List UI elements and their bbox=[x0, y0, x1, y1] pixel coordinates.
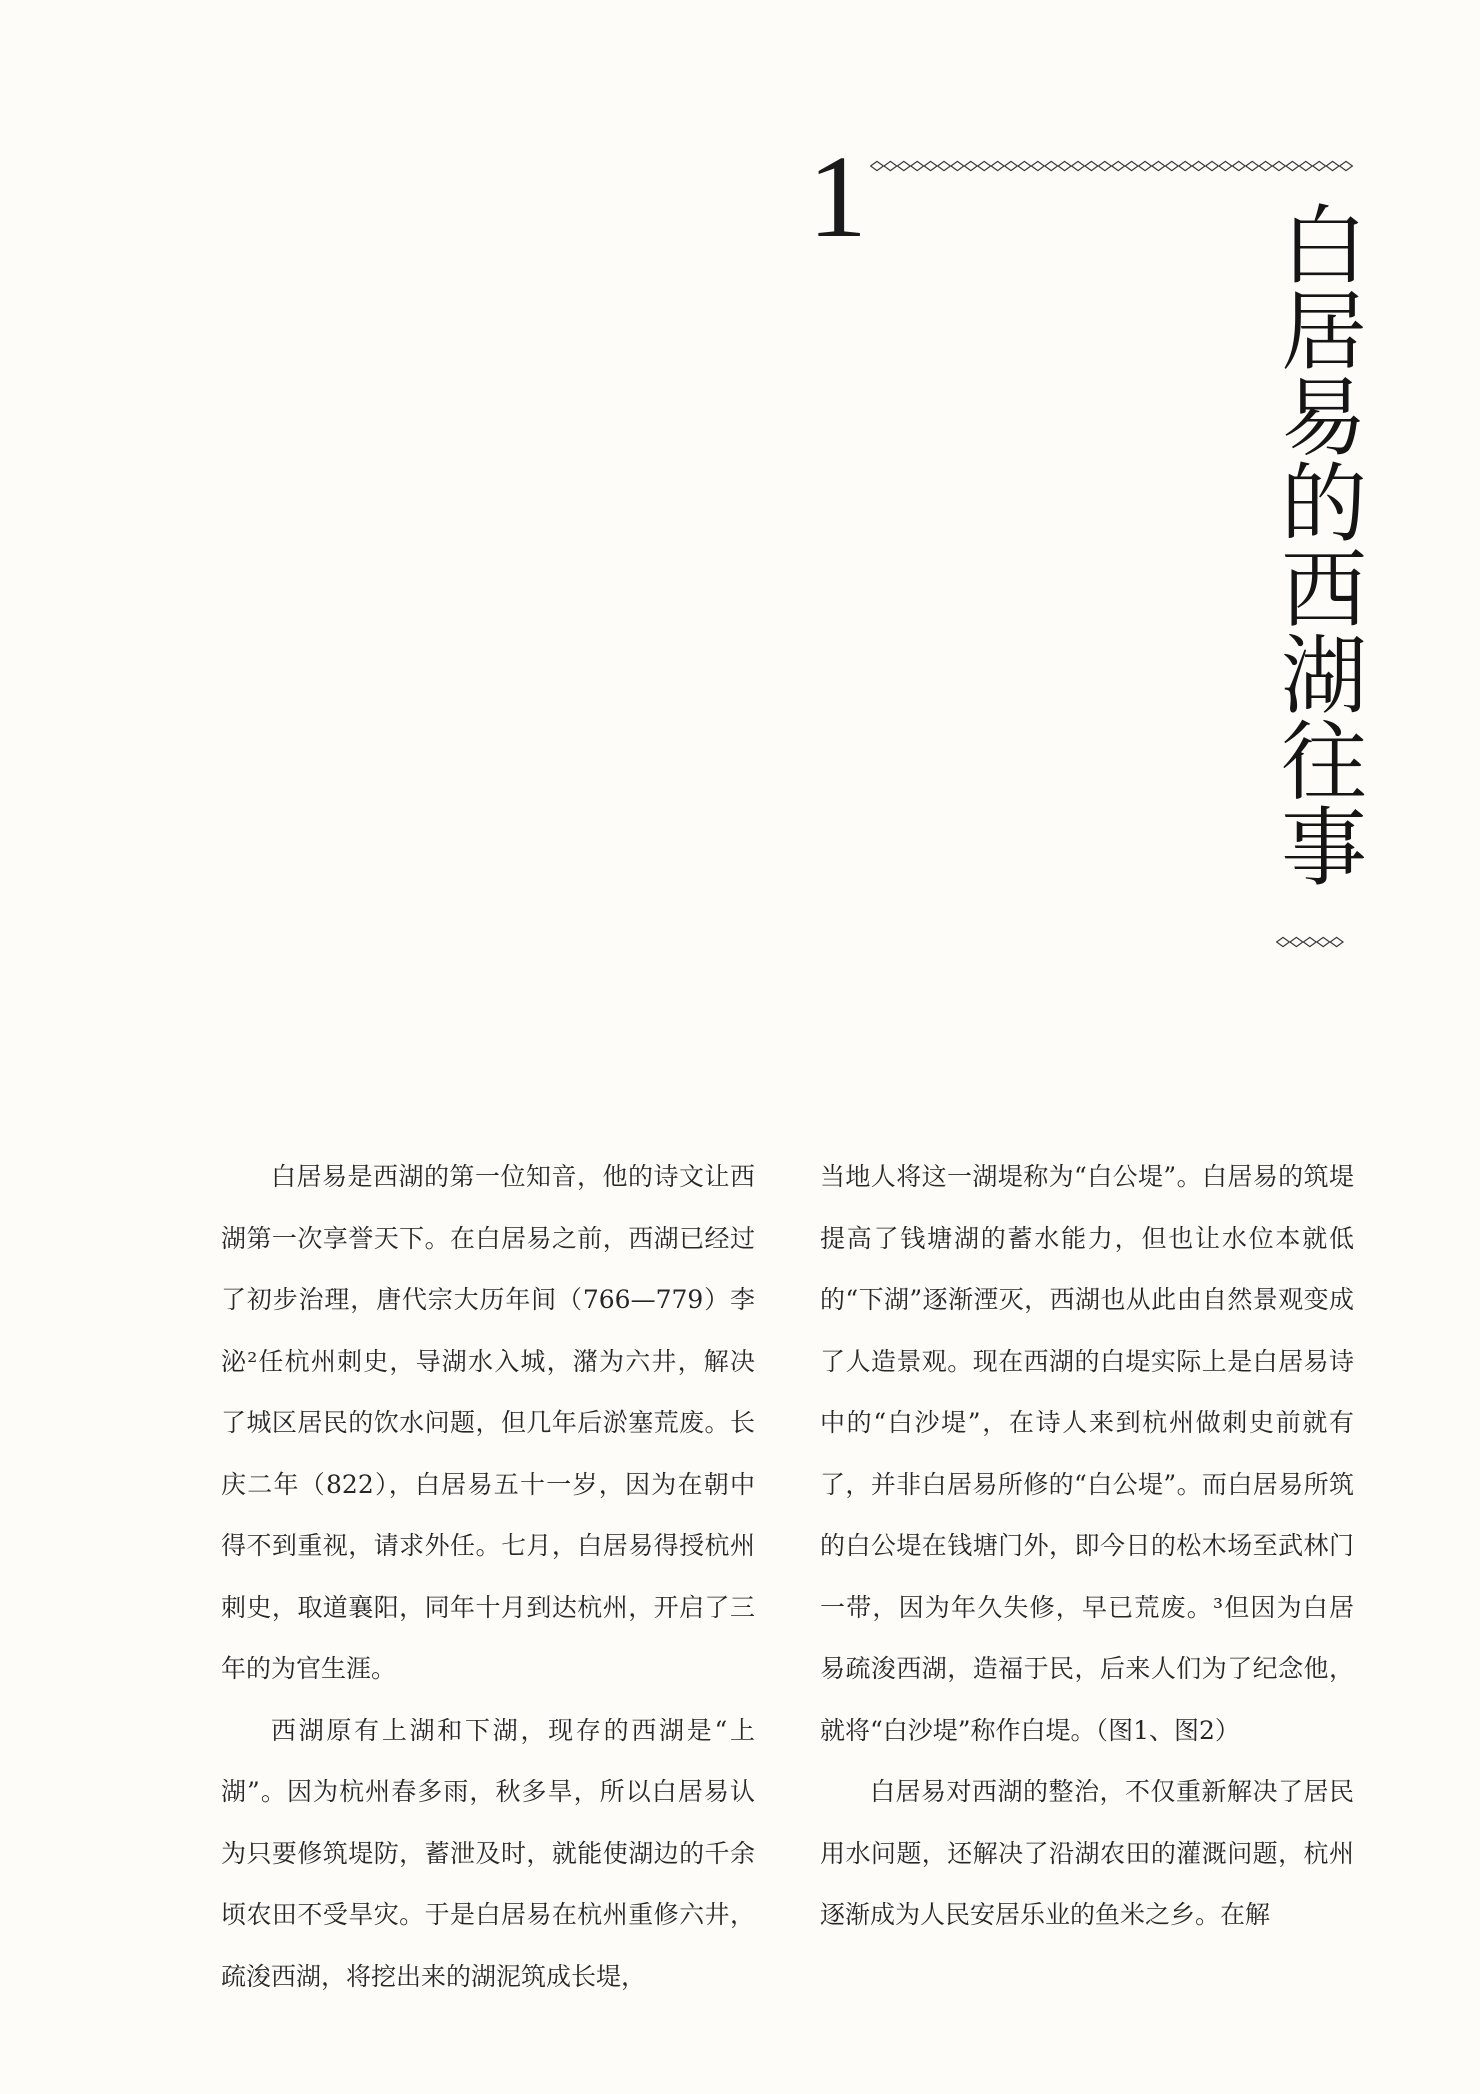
diamond-shape bbox=[1179, 161, 1192, 170]
diamond-shape bbox=[924, 161, 937, 170]
diamond-shape bbox=[964, 161, 977, 170]
diamond-shape bbox=[1246, 161, 1259, 170]
diamond-shape bbox=[884, 161, 897, 170]
body-column-left bbox=[221, 1146, 755, 2007]
diamond-shape bbox=[911, 161, 924, 170]
diamond-shape bbox=[897, 161, 910, 170]
diamond-shape bbox=[1098, 161, 1111, 170]
paragraph: 当地人将这一湖堤称为“白公堤”。白居易的筑堤提高了钱塘湖的蓄水能力，但也让水位本就低的“下湖”逐渐湮灭，西湖也从此由自然景观变成了人造景观。现在西湖的白堤实际上是白居易诗中的“白沙堤”，在诗人来到杭州做刺史前就有了，并非白居易所修的“白公堤”。而白居易所筑的白公堤在钱塘门外，即今日的松木场至武林门一带，因为年久失修，早已荒废。³但因为白居易疏浚西湖，造福于民，后来人们为了纪念他，就将“白沙堤”称作白堤。（图1、图2） bbox=[820, 1162, 1354, 1745]
chapter-number: 1 bbox=[808, 131, 867, 262]
diamond-shape bbox=[1317, 937, 1330, 946]
diamond-shape bbox=[1058, 161, 1071, 170]
chapter-title: 白居易的西湖往事 bbox=[1266, 200, 1366, 888]
diamond-shape bbox=[1139, 161, 1152, 170]
diamond-shape bbox=[1330, 937, 1343, 946]
diamond-shape bbox=[1005, 161, 1018, 170]
diamond-ornament-top bbox=[870, 156, 1354, 176]
diamond-shape bbox=[1112, 161, 1125, 170]
diamond-shape bbox=[991, 161, 1004, 170]
diamond-shape bbox=[978, 161, 991, 170]
diamond-shape bbox=[1232, 161, 1245, 170]
diamond-shape bbox=[1165, 161, 1178, 170]
diamond-shape bbox=[1326, 161, 1339, 170]
diamond-shape bbox=[1206, 161, 1219, 170]
diamond-shape bbox=[1299, 161, 1312, 170]
diamond-shape bbox=[1031, 161, 1044, 170]
diamond-shape bbox=[1152, 161, 1165, 170]
diamond-shape bbox=[1125, 161, 1138, 170]
diamond-shape bbox=[1045, 161, 1058, 170]
diamond-shape bbox=[1313, 161, 1326, 170]
diamond-ornament-bottom bbox=[1276, 932, 1354, 952]
diamond-shape bbox=[938, 161, 951, 170]
diamond-shape bbox=[1192, 161, 1205, 170]
diamond-shape bbox=[1277, 937, 1290, 946]
diamond-shape bbox=[951, 161, 964, 170]
diamond-shape bbox=[1273, 161, 1286, 170]
diamond-shape bbox=[1259, 161, 1272, 170]
diamond-shape bbox=[1286, 161, 1299, 170]
body-column-right bbox=[820, 1146, 1354, 1946]
paragraph: 白居易对西湖的整治，不仅重新解决了居民用水问题，还解决了沿湖农田的灌溉问题，杭州逐渐成为人民安居乐业的鱼米之乡。在解 bbox=[820, 1777, 1354, 1929]
diamond-shape bbox=[871, 161, 884, 170]
diamond-shape bbox=[1219, 161, 1232, 170]
diamond-shape bbox=[1340, 161, 1353, 170]
paragraph: 白居易是西湖的第一位知音，他的诗文让西湖第一次享誉天下。在白居易之前，西湖已经过了初步治理，唐代宗大历年间（766—779）李泌²任杭州刺史，导湖水入城，潴为六井，解决了城区居民的饮水问题，但几年后淤塞荒废。长庆二年（822），白居易五十一岁，因为在朝中得不到重视，请求外任。七月，白居易得授杭州刺史，取道襄阳，同年十月到达杭州，开启了三年的为官生涯。 bbox=[221, 1162, 755, 1683]
diamond-shape bbox=[1303, 937, 1316, 946]
paragraph: 西湖原有上湖和下湖，现存的西湖是“上湖”。因为杭州春多雨，秋多旱，所以白居易认为只要修筑堤防，蓄泄及时，就能使湖边的千余顷农田不受旱灾。于是白居易在杭州重修六井，疏浚西湖，将挖出来的湖泥筑成长堤， bbox=[221, 1715, 755, 1991]
diamond-shape bbox=[1085, 161, 1098, 170]
diamond-shape bbox=[1072, 161, 1085, 170]
diamond-shape bbox=[1018, 161, 1031, 170]
diamond-shape bbox=[1290, 937, 1303, 946]
